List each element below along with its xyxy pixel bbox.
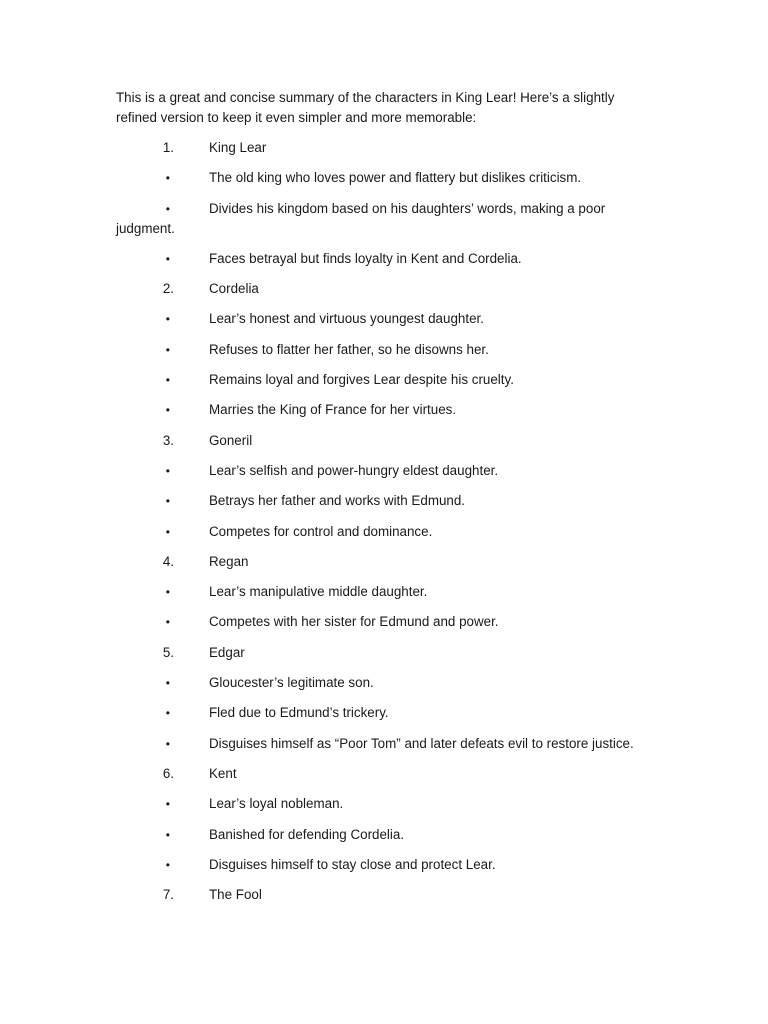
bullet-item [116, 309, 646, 329]
bullet-icon: • [165, 585, 170, 600]
bullet-item [116, 855, 646, 875]
bullet-text: Lear’s loyal nobleman. [209, 796, 344, 812]
character-heading [116, 431, 646, 451]
bullet-text: Competes for control and dominance. [209, 523, 433, 539]
bullet-item [116, 673, 646, 693]
character-heading [116, 279, 646, 299]
bullet-icon: • [165, 615, 170, 630]
bullet-text: Competes with her sister for Edmund and power. [209, 614, 499, 630]
character-name: Edgar [209, 644, 245, 660]
bullet-item [116, 734, 646, 754]
bullet-icon: • [165, 676, 170, 691]
bullet-item [116, 522, 646, 542]
bullet-icon: • [165, 373, 170, 388]
bullet-icon: • [165, 524, 170, 539]
bullet-icon: • [165, 827, 170, 842]
character-name: Kent [209, 765, 237, 781]
bullet-item [116, 340, 646, 360]
bullet-text: Marries the King of France for her virtues. [209, 402, 457, 418]
character-name: The Fool [209, 887, 262, 903]
list-number: 3. [162, 432, 174, 448]
bullet-item [116, 794, 646, 814]
list-number: 7. [162, 887, 174, 903]
bullet-icon: • [165, 463, 170, 478]
bullet-item [116, 199, 646, 239]
bullet-item [116, 370, 646, 390]
bullet-text: Betrays her father and works with Edmund. [209, 493, 466, 509]
bullet-item [116, 825, 646, 845]
bullet-icon: • [165, 797, 170, 812]
bullet-text: Lear’s manipulative middle daughter. [209, 584, 428, 600]
bullet-text: Gloucester’s legitimate son. [209, 675, 374, 691]
character-name: Regan [209, 553, 249, 569]
bullet-text: Lear’s honest and virtuous youngest daughter. [209, 311, 484, 327]
character-list [116, 138, 646, 905]
bullet-item [116, 582, 646, 602]
list-number: 1. [162, 140, 174, 155]
bullet-text: Banished for defending Cordelia. [209, 826, 405, 842]
character-heading [116, 138, 646, 158]
character-name: King Lear [209, 140, 267, 155]
bullet-text: Remains loyal and forgives Lear despite his cruelty. [209, 372, 514, 388]
bullet-item [116, 168, 646, 188]
bullet-text: Disguises himself as “Poor Tom” and later defeats evil to restore justice. [209, 735, 634, 751]
list-number: 4. [162, 553, 174, 569]
bullet-icon: • [165, 312, 170, 327]
bullet-item [116, 400, 646, 420]
character-name: Cordelia [209, 281, 259, 297]
bullet-text: Refuses to flatter her father, so he disowns her. [209, 341, 489, 357]
bullet-icon: • [165, 736, 170, 751]
intro-paragraph: This is a great and concise summary of the characters in King Lear! Here’s a slightly refined version to keep it even simpler and more memorable: [116, 90, 615, 125]
bullet-icon: • [165, 171, 170, 186]
bullet-text: Lear’s selfish and power-hungry eldest daughter. [209, 462, 499, 478]
bullet-item [116, 249, 646, 269]
character-heading [116, 764, 646, 784]
bullet-icon: • [165, 706, 170, 721]
bullet-text: Faces betrayal but finds loyalty in Kent and Cordelia. [209, 250, 522, 266]
character-heading [116, 885, 646, 905]
bullet-item [116, 703, 646, 723]
bullet-icon: • [165, 857, 170, 872]
bullet-item [116, 461, 646, 481]
bullet-icon: • [165, 494, 170, 509]
bullet-text: Fled due to Edmund’s trickery. [209, 705, 389, 721]
character-name: Goneril [209, 432, 253, 448]
bullet-icon: • [165, 403, 170, 418]
bullet-icon: • [165, 201, 170, 216]
list-number: 2. [162, 281, 174, 297]
character-heading [116, 643, 646, 663]
bullet-text: Disguises himself to stay close and protect Lear. [209, 856, 496, 872]
bullet-text: Divides his kingdom based on his daughters’ words, making a poor judgment. [116, 200, 606, 236]
list-number: 6. [162, 765, 174, 781]
bullet-item [116, 612, 646, 632]
list-number: 5. [162, 644, 174, 660]
bullet-icon: • [165, 342, 170, 357]
bullet-text: The old king who loves power and flattery but dislikes criticism. [209, 170, 582, 186]
document-page [116, 88, 646, 915]
character-heading [116, 552, 646, 572]
bullet-icon: • [165, 251, 170, 266]
bullet-item [116, 491, 646, 511]
